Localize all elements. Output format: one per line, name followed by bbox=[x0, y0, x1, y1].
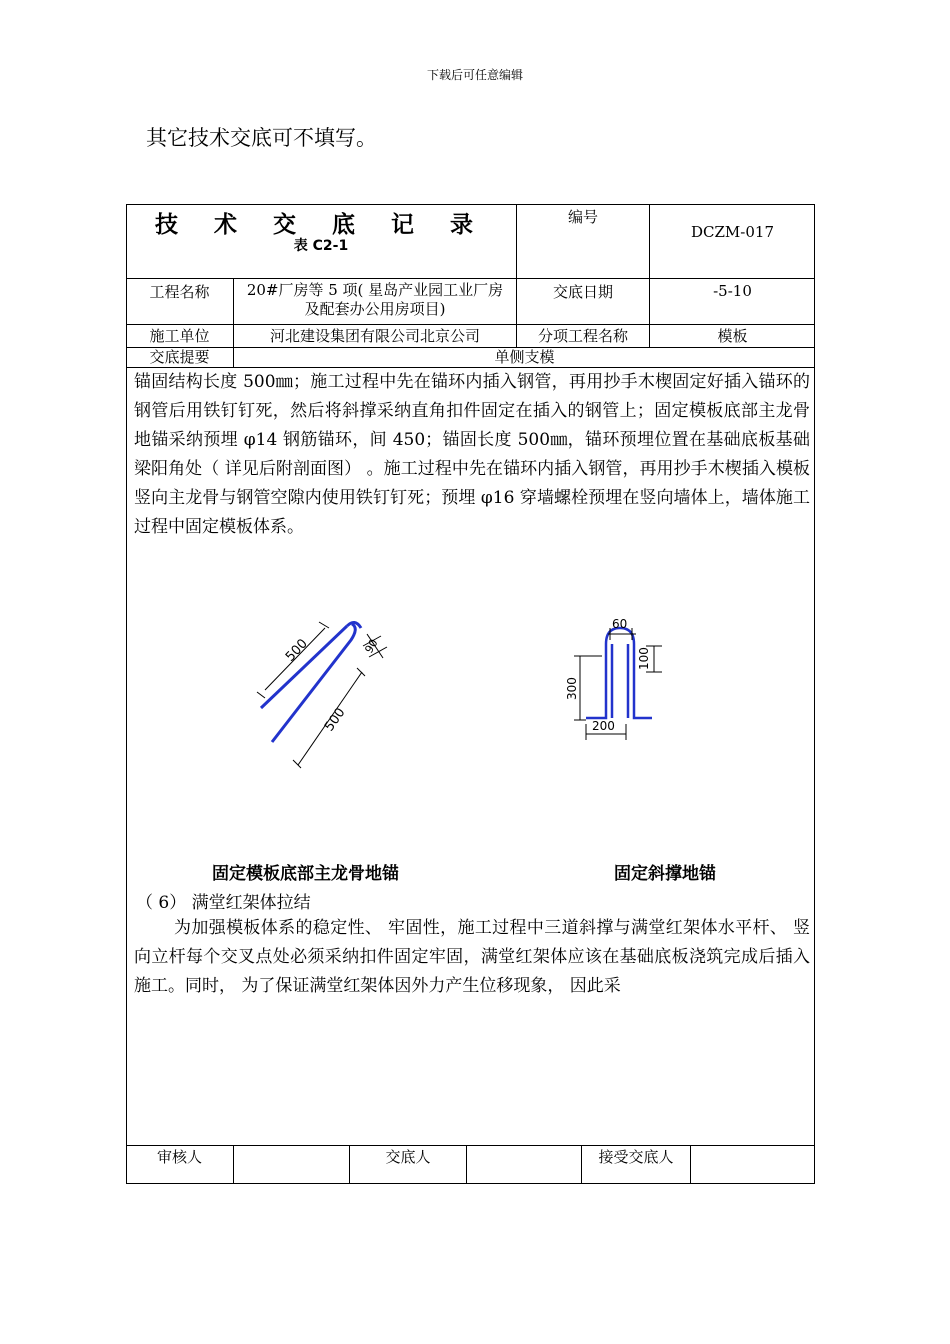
subproject-label: 分项工程名称 bbox=[516, 324, 649, 347]
dimension-lines bbox=[574, 628, 662, 740]
reviewer-field[interactable] bbox=[233, 1145, 349, 1184]
discloser-label: 交底人 bbox=[349, 1145, 466, 1184]
anchor-bars bbox=[261, 622, 361, 742]
form-title: 技 术 交 底 记 录 bbox=[154, 212, 488, 238]
date-label: 交底日期 bbox=[516, 278, 649, 324]
anchor-bar-short bbox=[261, 626, 347, 708]
date-value: -5-10 bbox=[649, 278, 815, 324]
disclosure-form bbox=[126, 204, 815, 1184]
unit-label: 施工单位 bbox=[126, 324, 233, 347]
body-paragraph: 锚固结构长度 500㎜；施工过程中先在锚环内插入钢管，再用抄手木楔固定好插入锚环的钢管后用铁钉钉死，然后将斜撑采纳直角扣件固定在插入的钢管上；固定模板底部主龙骨地锚采纳预埋 φ14 钢筋锚环，间 450；锚固长度 500㎜，锚环预埋位置在基础底板基础梁阳角处（ 详见后附剖面图） 。施工过程中先在锚环内插入钢管，再用抄手木楔插入模板竖向主龙骨与钢管空隙内使用铁钉钉死；预埋 φ16 穿墙螺栓预埋在竖向墙体上，墙体施工过程中固定模板体系。 bbox=[134, 372, 810, 537]
dim-label-height: 300 bbox=[565, 677, 579, 700]
form-subtitle: 表 C2-1 bbox=[293, 238, 349, 254]
unit-row bbox=[126, 324, 815, 347]
header-note: 下载后可任意编辑 bbox=[426, 68, 523, 82]
receiver-label: 接受交底人 bbox=[581, 1145, 690, 1184]
anchor-bar-long bbox=[272, 624, 355, 742]
project-value: 20#厂房等 5 项( 星岛产业园工业厂房及配套办公用房项目) bbox=[233, 278, 516, 324]
project-label: 工程名称 bbox=[126, 278, 233, 324]
number-label: 编号 bbox=[516, 204, 649, 278]
anchor-drawing-right bbox=[556, 612, 676, 752]
summary-row bbox=[126, 347, 815, 367]
summary-label: 交底提要 bbox=[126, 347, 233, 367]
brace-anchor-outline bbox=[586, 628, 652, 718]
dim-label-base: 200 bbox=[592, 719, 615, 733]
discloser-field[interactable] bbox=[466, 1145, 581, 1184]
intro-text: 其它技术交底可不填写。 bbox=[146, 126, 377, 150]
anchor-drawing-left bbox=[251, 614, 401, 774]
dim-label-a: 500 bbox=[282, 636, 311, 665]
caption-left: 固定模板底部主龙骨地锚 bbox=[212, 864, 399, 884]
signature-row bbox=[126, 1145, 815, 1184]
dim-label-c: 90 bbox=[362, 636, 381, 656]
subproject-value: 模板 bbox=[649, 324, 815, 347]
dim-label-top: 60 bbox=[612, 617, 628, 631]
receiver-field[interactable] bbox=[690, 1145, 815, 1184]
title-cell bbox=[126, 204, 516, 278]
reviewer-label: 审核人 bbox=[126, 1145, 233, 1184]
project-row bbox=[126, 278, 815, 324]
section-paragraph: 为加强模板体系的稳定性、 牢固性，施工过程中三道斜撑与满堂红架体水平杆、 竖向立杆每个交叉点处必须采纳扣件固定牢固，满堂红架体应该在基础底板浇筑完成后插入施工。同时， 为了保证满堂红架体因外力产生位移现象， 因此采 bbox=[134, 918, 810, 996]
section-heading: （ 6） 满堂红架体拉结 bbox=[136, 893, 311, 913]
caption-right: 固定斜撑地锚 bbox=[614, 864, 716, 884]
dim-label-side: 100 bbox=[637, 647, 651, 670]
title-row bbox=[126, 204, 815, 278]
number-value: DCZM-017 bbox=[649, 204, 815, 278]
unit-value: 河北建设集团有限公司北京公司 bbox=[233, 324, 516, 347]
summary-value: 单侧支模 bbox=[233, 347, 815, 367]
dim-label-b: 500 bbox=[321, 705, 349, 735]
